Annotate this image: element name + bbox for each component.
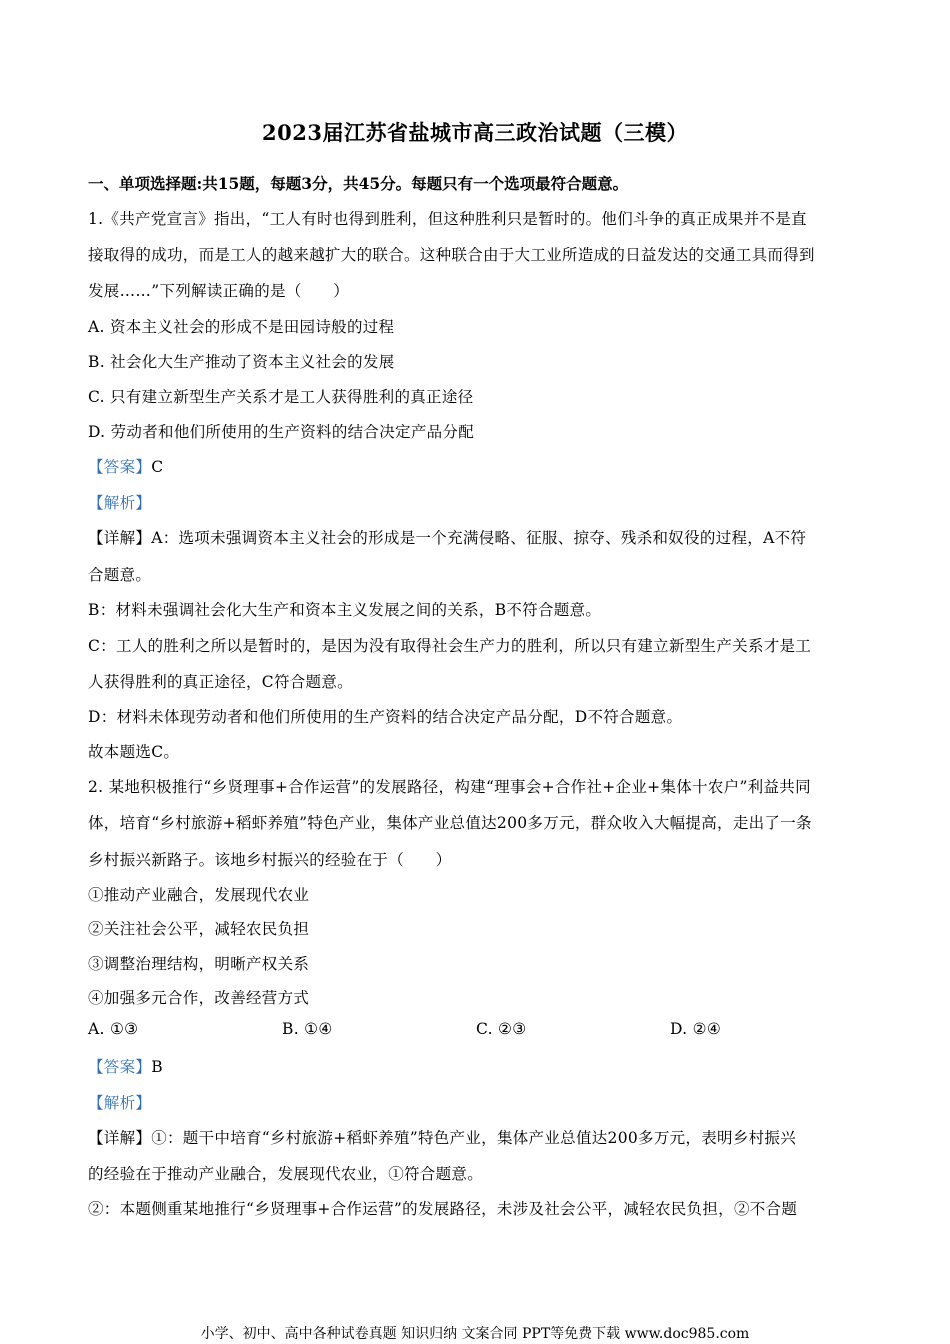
- q1-detail-line: 人获得胜利的真正途径，C符合题意。: [88, 673, 353, 691]
- q2-option-c: C. ②③: [476, 1020, 527, 1038]
- detail-tag: 【详解】: [88, 1129, 152, 1147]
- section-heading: 一、单项选择题:共15题，每题3分，共45分。每题只有一个选项最符合题意。: [88, 174, 629, 193]
- answer-value: B: [151, 1058, 163, 1076]
- q2-stem-line: 乡村振兴新路子。该地乡村振兴的经验在于（ ）: [88, 851, 452, 869]
- q2-option-d: D. ②④: [670, 1020, 722, 1038]
- q2-option-a: A. ①③: [88, 1020, 139, 1038]
- q2-detail-line: ②：本题侧重某地推行“乡贤理事+合作运营”的发展路径，未涉及社会公平，减轻农民负担，②不合题: [88, 1200, 798, 1218]
- detail-text: ①：题干中培育“乡村旅游+稻虾养殖”特色产业，集体产业总值达200多万元，表明乡村振兴: [151, 1129, 797, 1147]
- q2-detail-line: [88, 1126, 796, 1148]
- q1-stem-line: 接取得的成功，而是工人的越来越扩大的联合。这种联合由于大工业所造成的日益发达的交通工具而得到: [88, 246, 815, 264]
- q2-item: ①推动产业融合，发展现代农业: [88, 886, 310, 904]
- q2-stem-line: 体，培育“乡村旅游+稻虾养殖”特色产业，集体产业总值达200多万元，群众收入大幅提高，走出了一条: [88, 814, 812, 832]
- q2-analysis-tag: [88, 1091, 151, 1113]
- q1-option-a: A. 资本主义社会的形成不是田园诗般的过程: [88, 318, 395, 336]
- q2-item: ④加强多元合作，改善经营方式: [88, 989, 310, 1007]
- q1-stem-line: 1.《共产党宣言》指出，“工人有时也得到胜利，但这种胜利只是暂时的。他们斗争的真正成果并不是直: [88, 210, 807, 228]
- q2-options: [88, 1020, 721, 1038]
- answer-tag: 【答案】: [88, 458, 152, 476]
- q2-option-b: B. ①④: [282, 1020, 333, 1038]
- q1-option-b: B. 社会化大生产推动了资本主义社会的发展: [88, 353, 395, 371]
- footer-text: 小学、初中、高中各种试卷真题 知识归纳 文案合同 PPT等免费下载 www.doc985.com: [200, 1326, 750, 1342]
- q1-option-c: C. 只有建立新型生产关系才是工人获得胜利的真正途径: [88, 388, 474, 406]
- detail-text: A：选项未强调资本主义社会的形成是一个充满侵略、征服、掠夺、残杀和奴役的过程，A不符: [151, 529, 807, 547]
- q1-option-d: D. 劳动者和他们所使用的生产资料的结合决定产品分配: [88, 423, 475, 441]
- q2-item: ③调整治理结构，明晰产权关系: [88, 955, 310, 973]
- page-title: 2023届江苏省盐城市高三政治试题（三模）: [262, 120, 688, 145]
- q1-detail-line: C：工人的胜利之所以是暂时的，是因为没有取得社会生产力的胜利，所以只有建立新型生产关系才是工: [88, 637, 812, 655]
- answer-tag: 【答案】: [88, 1058, 152, 1076]
- q1-detail-line: [88, 526, 806, 548]
- q1-detail-line: 故本题选C。: [88, 743, 180, 761]
- q2-item: ②关注社会公平，减轻农民负担: [88, 920, 310, 938]
- q1-detail-line: 合题意。: [88, 566, 152, 584]
- answer-value: C: [151, 458, 164, 476]
- detail-tag: 【详解】: [88, 529, 152, 547]
- analysis-tag: 【解析】: [88, 1094, 152, 1112]
- q1-stem-line: 发展……”下列解读正确的是（ ）: [88, 282, 350, 300]
- q1-answer: [88, 455, 163, 477]
- q2-detail-line: 的经验在于推动产业融合，发展现代农业，①符合题意。: [88, 1165, 484, 1183]
- q1-detail-line: D：材料未体现劳动者和他们所使用的生产资料的结合决定产品分配，D不符合题意。: [88, 708, 683, 726]
- q1-analysis-tag: [88, 491, 151, 513]
- q2-answer: [88, 1055, 163, 1077]
- q2-stem-line: 2. 某地积极推行“乡贤理事+合作运营”的发展路径，构建“理事会+合作社+企业+集体十农户”利益共同: [88, 778, 811, 796]
- q1-detail-line: B：材料未强调社会化大生产和资本主义发展之间的关系，B不符合题意。: [88, 601, 602, 619]
- analysis-tag: 【解析】: [88, 494, 152, 512]
